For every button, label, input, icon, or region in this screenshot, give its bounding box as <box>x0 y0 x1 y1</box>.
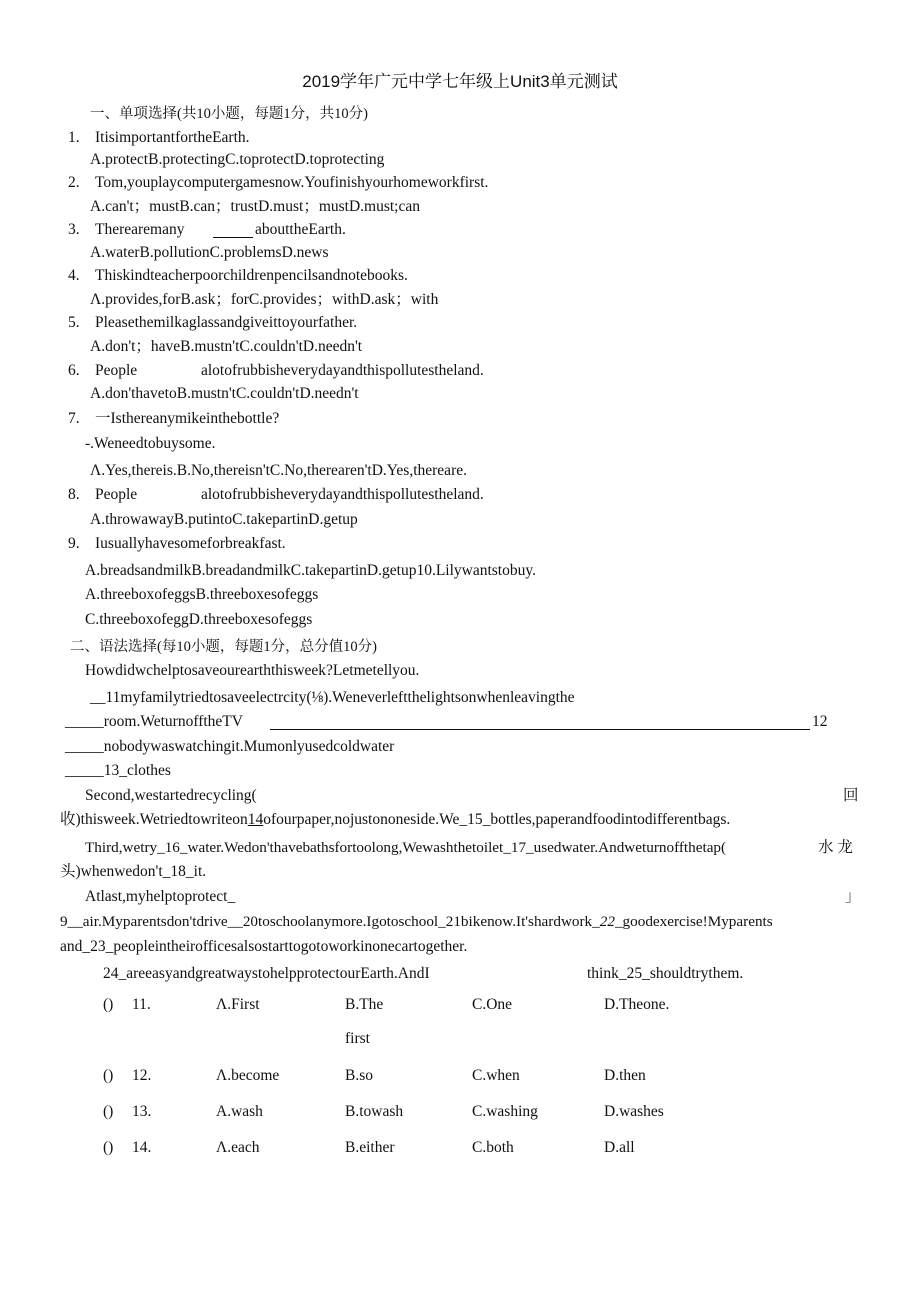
passage-text: ofourpaper,nojustononeside.We_15_bottles,paperandfoodintodifferentbags. <box>263 811 731 828</box>
question-options: A.throwawayB.putintoC.takepartinD.getup <box>90 511 358 528</box>
option-c: C.One <box>472 996 513 1013</box>
passage-line: 24_areeasyandgreatwaystohelpprotectourEarth.AndI <box>103 965 430 982</box>
passage-line: 回 <box>843 787 859 804</box>
answer-paren: () <box>103 1103 114 1120</box>
question-text: Iusuallyhavesomeforbreakfast. <box>95 535 286 552</box>
question-number: 5. <box>68 314 80 331</box>
option-c: C.when <box>472 1067 520 1084</box>
passage-text: 9__air.Myparentsdon'tdrive__20toschoolanymore.Igotoschool_21bikenow.It'shardwork_ <box>60 913 600 930</box>
passage-text: _goodexercise!Myparents <box>614 913 773 930</box>
question-text: People <box>95 362 138 379</box>
question-options: Λ.Yes,thereis.B.No,thereisn'tC.No,therearen'tD.Yes,thereare. <box>90 462 467 479</box>
option-d: D.all <box>604 1139 635 1156</box>
passage-line: _____room.WeturnofftheTV <box>65 713 243 730</box>
option-a: Λ.each <box>216 1139 260 1156</box>
question-reply: -.Weneedtobuysome. <box>85 435 216 452</box>
passage-line: think_25_shouldtrythem. <box>587 965 744 982</box>
question-options: A.threeboxofeggsB.threeboxesofeggs <box>85 586 319 603</box>
passage-line: 水 龙 <box>818 839 853 856</box>
question-options: C.threeboxofeggD.threeboxesofeggs <box>85 611 313 628</box>
row-number: 11. <box>132 996 151 1013</box>
option-a: A.wash <box>216 1103 263 1120</box>
question-number: 1. <box>68 129 80 146</box>
passage-line: Atlast,myhelptoprotect_ <box>85 888 236 905</box>
answer-paren: () <box>103 1139 114 1156</box>
question-text: abouttheEarth. <box>255 221 346 238</box>
row-number: 13. <box>132 1103 152 1120</box>
answer-paren: () <box>103 996 114 1013</box>
passage-line: Howdidwchelptosaveourearththisweek?Letmetellyou. <box>85 662 420 679</box>
question-number: 6. <box>68 362 80 379</box>
option-b: B.so <box>345 1067 373 1084</box>
option-c: C.both <box>472 1139 514 1156</box>
passage-line: 头)whenwedon't_18_it. <box>60 863 207 880</box>
question-number: 8. <box>68 486 80 503</box>
row-number: 12. <box>132 1067 152 1084</box>
passage-line: 」 <box>845 888 861 905</box>
passage-line: and_23_peopleintheirofficesalsostarttogotoworkinonecartogether. <box>60 938 468 955</box>
page-title: 2019学年广元中学七年级上Unit3单元测试 <box>302 72 618 91</box>
question-number: 4. <box>68 267 80 284</box>
blank-number: 14 <box>247 811 264 828</box>
option-b: B.The <box>345 996 384 1013</box>
passage-line <box>60 912 773 932</box>
section-heading-1: 一、单项选择(共10小题，每题1分，共10分) <box>90 106 368 122</box>
question-options: A.breadsandmilkB.breadandmilkC.takepartinD.getup10.Lilywantstobuy. <box>85 562 536 579</box>
question-text: Therearemany <box>95 221 185 238</box>
passage-line: _____13_clothes <box>65 762 171 779</box>
question-options: A.waterB.pollutionC.problemsD.news <box>90 244 329 261</box>
question-text: ItisimportantfortheEarth. <box>95 129 250 146</box>
question-text: People <box>95 486 138 503</box>
question-options: Λ.provides,forB.ask；forC.provides；withD.ask；with <box>90 291 439 308</box>
option-b: B.towash <box>345 1103 404 1120</box>
passage-line: Second,westartedrecycling( <box>85 787 257 804</box>
passage-line: 12 <box>812 713 828 730</box>
option-d: D.then <box>604 1067 646 1084</box>
question-text: 一Isthereanymikeinthebottle? <box>95 410 280 427</box>
answer-blank <box>270 729 810 730</box>
question-text: Thiskindteacherpoorchildrenpencilsandnotebooks. <box>95 267 408 284</box>
option-b-cont: first <box>345 1030 370 1047</box>
option-a: Λ.become <box>216 1067 280 1084</box>
answer-blank <box>213 237 253 238</box>
passage-line: _____nobodywaswatchingit.Mumonlyusedcoldwater <box>65 738 395 755</box>
question-options: A.don't；haveB.mustn'tC.couldn'tD.needn't <box>90 338 363 355</box>
passage-line: Third,wetry_16_water.Wedon'thavebathsfortoolong,Wewashthetoilet_17_usedwater.Andweturnoffthetap( <box>85 839 727 856</box>
question-number: 7. <box>68 410 80 427</box>
answer-paren: () <box>103 1067 114 1084</box>
question-options: A.can't；mustB.can；trustD.must；mustD.must;can <box>90 198 420 215</box>
question-options: A.protectB.protectingC.toprotectD.toprotecting <box>90 151 385 168</box>
question-text: alotofrubbisheverydayandthispollutestheland. <box>201 362 484 379</box>
question-text: Pleasethemilkaglassandgiveittoyourfather. <box>95 314 358 331</box>
question-text: alotofrubbisheverydayandthispollutestheland. <box>201 486 484 503</box>
option-d: D.washes <box>604 1103 664 1120</box>
passage-text: 收)thisweek.Wetriedtowriteon <box>60 811 248 828</box>
passage-line <box>60 810 730 830</box>
option-c: C.washing <box>472 1103 538 1120</box>
option-b: B.either <box>345 1139 395 1156</box>
question-options: A.don'thavetoB.mustn'tC.couldn'tD.needn't <box>90 385 359 402</box>
question-number: 2. <box>68 174 80 191</box>
question-number: 9. <box>68 535 80 552</box>
blank-number: 22 <box>599 913 615 930</box>
option-d: D.Theone. <box>604 996 670 1013</box>
passage-line: __11myfamilytriedtosaveelectrcity(⅛).Weneverleftthelightsonwhenleavingthe <box>90 689 575 706</box>
question-text: Tom,youplaycomputergamesnow.Youfinishyourhomeworkfirst. <box>95 174 489 191</box>
section-heading-2: 二、语法选择(每10小题，每题1分，总分值10分) <box>70 639 377 655</box>
question-number: 3. <box>68 221 80 238</box>
row-number: 14. <box>132 1139 152 1156</box>
option-a: Λ.First <box>216 996 260 1013</box>
